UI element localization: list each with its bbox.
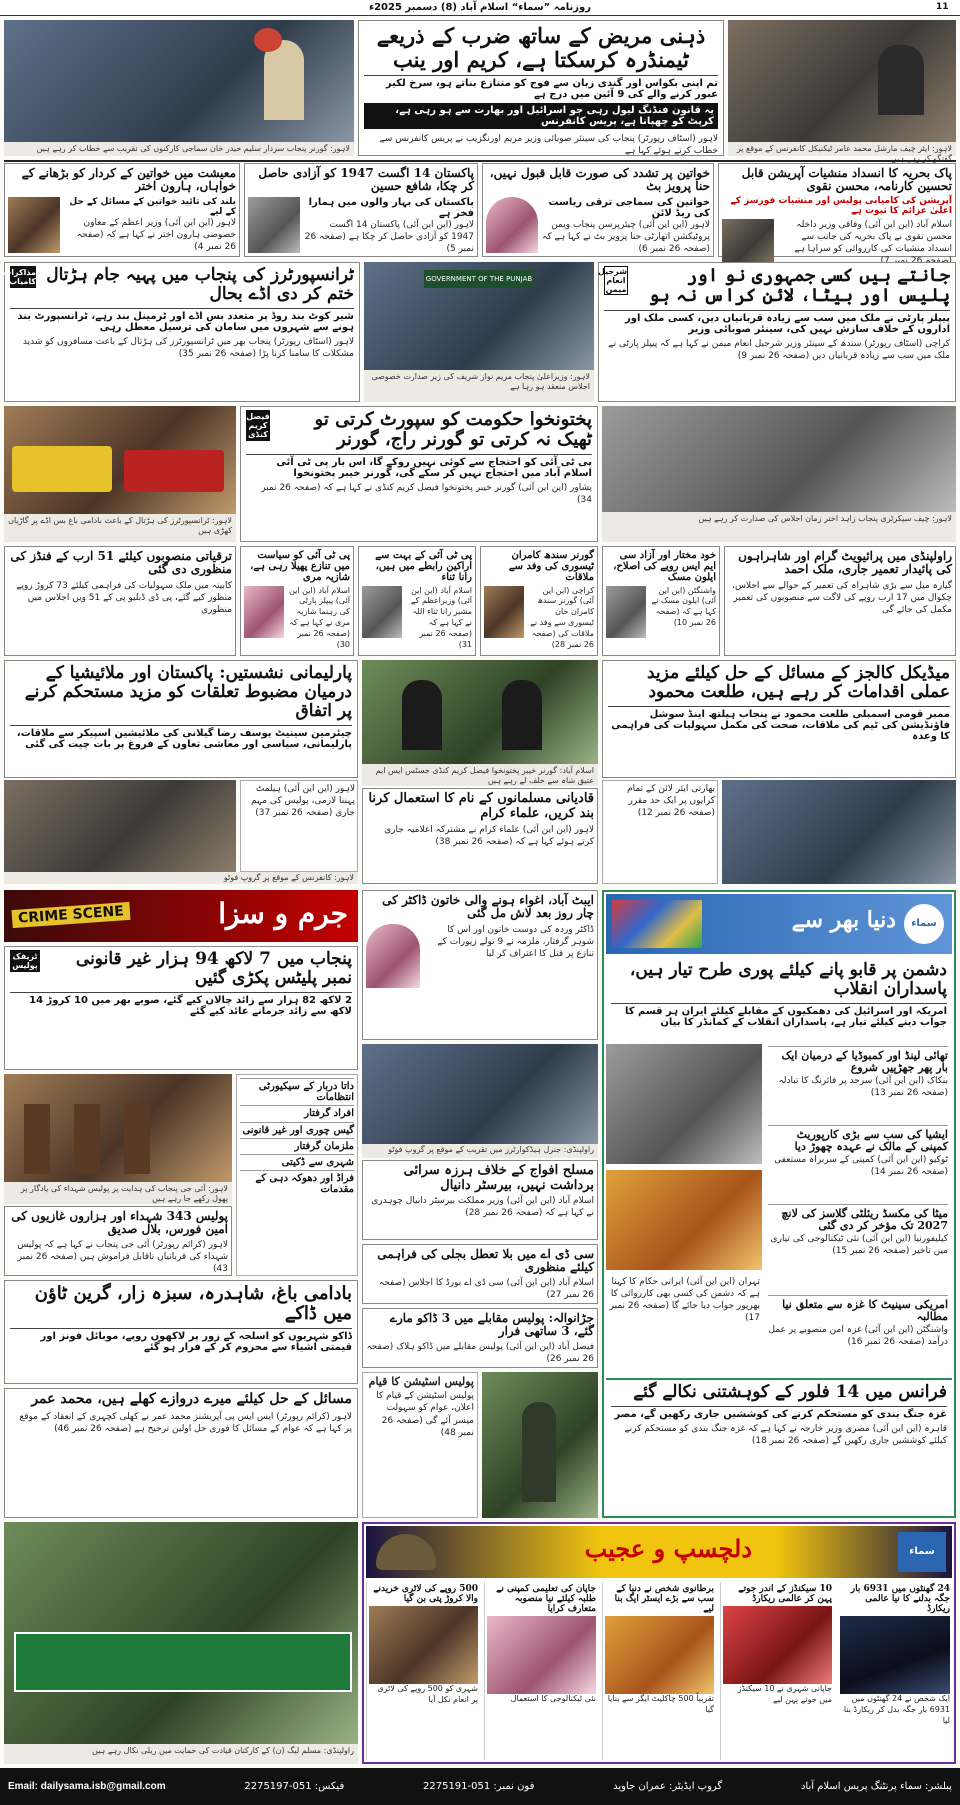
curious-logo: سماء bbox=[898, 1532, 946, 1572]
row3-right-headline: جانتے ہیں کسی جمہوری نو اور پلیس اور بیٹا، لائن کراس نہ ہو bbox=[648, 265, 950, 307]
center-bottom-photo bbox=[482, 1372, 598, 1518]
world-main-headline: دشمن پر قابو پانے کیلئے پوری طرح تیار ہیں، پاسداران انقلاب bbox=[629, 960, 947, 1000]
row3-right-tag: شرجیل انعام میمن bbox=[597, 267, 627, 294]
row5-story-5-portrait bbox=[606, 586, 646, 638]
crime-lower-body: ڈاکو شہریوں کو اسلحہ کے زور پر لاکھوں روپے، موبائل فونز اور قیمتی اشیاء سے محروم کر کے فرار ہو گئے bbox=[10, 1328, 352, 1353]
row6-right-headline: میڈیکل کالجز کے مسائل کے حل کیلئے مزید عملی اقدامات کر رہے ہیں، طلعت محمود bbox=[646, 663, 950, 703]
crime-side-item-2: افراد گرفتار bbox=[240, 1105, 354, 1121]
center-story-4: جڑانوالہ: پولیس مقابلے میں 3 ڈاکو مارے گئے، 3 ساتھی فرار فیصل آباد (این این آئی) پولیس مقابلے میں ڈاکو ہلاک (صفحہ 26 نمبر 26) bbox=[362, 1308, 598, 1368]
row2-story-1-body: اسلام آباد (این این آئی) وفاقی وزیر داخلہ محسن نقوی نے پاک بحریہ کی جانب سے انسداد منشیات کی کارروائی کو سراہا ہے bbox=[794, 219, 952, 255]
center-story-1-headline: ایبٹ آباد، اغواء ہونے والی خاتون ڈاکٹر کی چار روز بعد لاش مل گئی bbox=[382, 893, 594, 921]
row5-story-4 bbox=[480, 546, 598, 656]
crime-side-item-3: گیس چوری اور غیر قانونی bbox=[240, 1122, 354, 1138]
curious-item-5-title: 500 روپے کی لاٹری خریدنے والا کروڑ پتی بن گیا bbox=[373, 1584, 478, 1605]
row2-story-3-headline: پاکستان 14 اگست 1947 کو آزادی حاصل کر چکا، شافع حسین bbox=[258, 166, 474, 194]
curious-item-1-title: 24 گھنٹوں میں 6931 بار جگہ بدلنے کا نیا عالمی ریکارڈ bbox=[850, 1584, 950, 1615]
row2-story-1-sub: آپریشن کی کامیابی پولیس اور منشیات فورسز کے اعلیٰ عزائم کا ثبوت ہے bbox=[730, 195, 952, 216]
center-story-1-body: ڈاکٹر وردہ کی دوست خاتون اور اس کا شوہر گرفتار، ملزمہ نے 9 تولے زیورات کے تنازع پر قتل کا اعتراف کر لیا bbox=[437, 924, 594, 960]
curious-banner-title: دلچسپ و عجیب bbox=[584, 1534, 752, 1563]
row6-left-body: چیئرمین سینیٹ یوسف رضا گیلانی کی ملائیشین اسپیکر سے ملاقات، پارلیمانی، سیاسی اور معاشی تعاون کے فروغ پر بات چیت کی گئی bbox=[10, 725, 352, 750]
row3-left-caption: لاہور: ٹرانسپورٹرز کی ہڑتال کے باعث بادامی باغ بس اڈے پر گاڑیاں کھڑی ہیں bbox=[4, 514, 236, 542]
row6-left-headline: پارلیمانی نشستیں: پاکستان اور ملائیشیا کے درمیان مضبوط تعلقات کو مزید مستحکم کرنے پر اتفاق bbox=[24, 663, 352, 722]
row6-left-caption: لاہور: کانفرنس کے موقع پر گروپ فوٹو bbox=[4, 872, 358, 884]
world-main-story bbox=[606, 958, 952, 1040]
crime-photo bbox=[4, 1074, 232, 1182]
row2-story-4-sub: بلند کی تائید خواتین کے مسائل کے حل کے لیے bbox=[69, 196, 236, 217]
crime-side-item-6: فراڈ اور دھوکہ دہی کے مقدمات bbox=[240, 1170, 354, 1197]
curious-item-2-title: 10 سیکنڈز کے اندر جوتے پہن کر عالمی ریکارڈ bbox=[738, 1584, 832, 1605]
row5-story-5-headline: خود مختار اور آزاد سی ایم ایس رویے کی اصلاح، ایلون مسک bbox=[613, 550, 716, 584]
row6-right-photo bbox=[722, 780, 956, 884]
center-story-3: سی ڈی اے میں بلا تعطل بجلی کی فراہمی کیلئے منظوری اسلام آباد (این این آئی) سی ڈی اے بورڈ کا اجلاس (صفحہ 26 نمبر 27) bbox=[362, 1244, 598, 1304]
row5-story-4-body: کراچی (این این آئی) گورنر سندھ کامران خان ٹیسوری سے وفد نے ملاقات کی (صفحہ 26 نمبر 28) bbox=[530, 585, 594, 649]
curious-item-2-body: جاپانی شہری نے 10 سیکنڈز میں جوتے پہن لیے bbox=[737, 1684, 832, 1704]
row3-right-body: پیپلز پارٹی نے ملک میں سب سے زیادہ قربانیاں دیں، کسی ملک اور اداروں کے خلاف سازش نہیں کی، سینئر صوبائی وزیر bbox=[604, 310, 950, 335]
top-main-sub: تم اپنی بکواس اور گندی زبان سے فوج کو متنازع بناتے ہو، سرخ لکیر عبور کرنے والے کی 9 آئین میں درج ہے bbox=[364, 75, 718, 100]
row5-story-6-headline: راولپنڈی میں پرائیویٹ گرام اور شاہراہوں کی پائیدار تعمیر جاری، ملک احمد bbox=[738, 549, 952, 577]
row2-story-4-headline: معیشت میں خواتین کے کردار کو بڑھانے کے خواہاں، ہارون اختر bbox=[21, 166, 236, 194]
world-item-1: تھائی لینڈ اور کمبوڈیا کے درمیان ایک بار پھر جھڑپیں شروع bbox=[781, 1049, 948, 1075]
row4-center-story: پختونخوا حکومت کو سپورٹ کرتی تو ٹھیک نہ کرتی تو گورنر راج، گورنر فیصل کریم کنڈی پی ٹی آئی کو احتجاج سے کوئی نہیں روکے گا، اس بار پی ٹی آئی اسلام آباد میں احتجاج نہیں کر سکے گی، گورنر خیبر پختونخوا پشاور (این این آئی) گورنر خیبر پختونخوا فیصل کریم کنڈی نے کہا ہے کہ (صفحہ 26 نمبر 34) bbox=[240, 406, 598, 542]
row2-story-3-sub: پاکستان کی بہار والوں میں ہمارا فخر ہے bbox=[308, 196, 474, 219]
curious-item-3-body: تقریباً 500 چاکلیٹ ایگز سے بنایا گیا bbox=[607, 1694, 714, 1715]
row5-story-4-portrait bbox=[484, 586, 524, 638]
row5-story-6 bbox=[724, 546, 956, 656]
curious-item-5-body: شہری کو 500 روپے کی لاٹری پر انعام نکل آیا bbox=[377, 1684, 478, 1704]
crime-bottom-story: مسائل کے حل کیلئے میرے دروازے کھلے ہیں، محمد عمر لاہور (کرائم رپورٹر) ایس ایس پی آپریشنز محمد عمر نے کھلی کچہری کے انعقاد کے موقع پر کہا ہے کہ عوام کے مسائل کا فوری حل اولین ترجیح ہے (صفحہ 26 نمبر 46) bbox=[4, 1388, 358, 1518]
crime-bottom-headline: مسائل کے حل کیلئے میرے دروازے کھلے ہیں، محمد عمر bbox=[31, 1391, 352, 1407]
center-group-caption: راولپنڈی: جنرل ہیڈکوارٹرز میں تقریب کے موقع پر گروپ فوٹو bbox=[362, 1144, 598, 1158]
curious-item-1-photo bbox=[840, 1616, 950, 1694]
row6-left-story bbox=[4, 660, 358, 778]
crime-banner-title: جرم و سزا bbox=[218, 897, 348, 930]
center-group-photo bbox=[362, 1044, 598, 1144]
page-number: 11 bbox=[936, 2, 949, 12]
row3-left-tag: مذاکرات کامیاب bbox=[3, 268, 36, 286]
curious-item-5 bbox=[366, 1582, 480, 1760]
world-lower-story: فرانس میں 14 فلور کے کوہشتنی نکالے گئے غزہ جنگ بندی کو مستحکم کرنے کی کوششیں جاری رکھیں گے، مصر قاہرہ (این این آئی) مصری وزیر خارجہ نے کہا ہے کہ غزہ جنگ بندی کو مستحکم کرنے کیلئے کوششیں جاری رکھیں گے (صفحہ 26 نمبر 18) bbox=[606, 1378, 952, 1514]
row5-story-2-headline: پی ٹی آئی کو سیاست میں تنازع پھیلا رہی ہے، شازیہ مری bbox=[250, 550, 350, 584]
rally-caption: راولپنڈی: مسلم لیگ (ن) کے کارکنان قیادت کی حمایت میں ریلی نکال رہے ہیں bbox=[4, 1744, 358, 1764]
rally-banner bbox=[14, 1632, 352, 1692]
center-story-3-headline: سی ڈی اے میں بلا تعطل بجلی کی فراہمی کیلئے منظوری bbox=[377, 1247, 594, 1275]
footer-publisher: پبلشر: سماء پرنٹنگ پریس اسلام آباد bbox=[800, 1781, 952, 1792]
crime-scene-label: CRIME SCENE bbox=[12, 902, 131, 928]
row2-story-2-sub: خواتین کی سماجی ترقی ریاست کی ریڈ لائن bbox=[548, 196, 710, 219]
center-story-1-portrait bbox=[366, 924, 420, 988]
row3-left-story: ٹرانسپورٹرز کی پنجاب میں پہیہ جام ہڑتال ختم کر دی اڈے بحال مذاکرات کامیاب شیر کوٹ بند روڈ پر متعدد بس اڈے اور ٹرمینل بند رہے، ٹرانسپورٹ بند ہونے سے شہروں میں سامان کی ترسیل معطل رہی لاہور (اسٹاف رپورٹر) پنجاب بھر میں ٹرانسپورٹرز کی ہڑتال کے باعث مسافروں کو شدید مشکلات کا سامنا کرنا پڑا (صفحہ 26 نمبر 35) bbox=[4, 262, 360, 402]
edition-line: روزنامہ ”سماء“ اسلام آباد (8) دسمبر 2025ء bbox=[368, 2, 592, 13]
row5-story-3-body: اسلام آباد (این این آئی) وزیراعظم کے مشیر رانا ثناء اللہ نے کہا ہے کہ (صفحہ 26 نمبر 31) bbox=[410, 585, 472, 649]
row3-right-story bbox=[598, 262, 956, 402]
tortoise-icon bbox=[376, 1534, 436, 1570]
crime-banner bbox=[4, 890, 358, 942]
curious-item-3 bbox=[602, 1582, 716, 1760]
row2-story-4-portrait bbox=[8, 197, 60, 253]
crime-main-story bbox=[4, 946, 358, 1070]
crime-main-tag: ٹریفک پولیس bbox=[10, 950, 40, 972]
footer-fax: فیکس: 051-2275197 bbox=[244, 1781, 345, 1792]
curious-item-1 bbox=[838, 1582, 952, 1760]
crime-photo-caption: لاہور: آئی جی پنجاب کی ہدایت پر پولیس شہداء کی یادگار پر پھول رکھے جا رہے ہیں bbox=[4, 1182, 232, 1204]
world-item-4: امریکی سینیٹ کا غزہ سے متعلق نیا مطالبہ bbox=[782, 1298, 948, 1324]
row5-story-3-headline: پی ٹی آئی کے بہت سے اراکین رابطے میں ہیں، رانا ثناء bbox=[375, 550, 472, 584]
row6-left-side: لاہور (این این آئی) ہیلمٹ پہننا لازمی، پولیس کی مہم جاری (صفحہ 26 نمبر 37) bbox=[240, 780, 358, 872]
world-banner bbox=[606, 894, 952, 954]
curious-item-4-title: جاپان کی تعلیمی کمپنی نے طلبہ کیلئے نیا منصوبہ متعارف کرایا bbox=[496, 1584, 596, 1615]
curious-item-1-body: ایک شخص نے 24 گھنٹوں میں 6931 بار جگہ بدل کر ریکارڈ بنا لیا bbox=[843, 1694, 950, 1725]
footer bbox=[0, 1768, 960, 1805]
top-left-caption: لاہور: گورنر پنجاب سردار سلیم حیدر خان سماجی کارکنوں کی تقریب سے خطاب کر رہے ہیں bbox=[4, 142, 354, 156]
curious-item-2-photo bbox=[723, 1606, 832, 1684]
curious-item-3-photo bbox=[605, 1616, 714, 1694]
curious-item-3-title: برطانوی شخص نے دنیا کے سب سے بڑے ایسٹر ایگ بنا لیے bbox=[614, 1584, 714, 1615]
masthead bbox=[0, 0, 960, 16]
curious-banner bbox=[366, 1526, 952, 1578]
row3-left-headline: ٹرانسپورٹرز کی پنجاب میں پہیہ جام ہڑتال ختم کر دی اڈے بحال bbox=[46, 265, 354, 305]
row2-story-2 bbox=[482, 163, 714, 257]
top-right-caption: لاہور: ایئر چیف مارشل محمد عامر ٹیکنیکل کانفرنس کے موقع پر گفتگو کر رہے ہیں bbox=[728, 142, 956, 156]
flags-icon bbox=[612, 900, 702, 948]
row2-story-1-headline: پاک بحریہ کا انسداد منشیات آپریشن قابل تحسین کارنامہ، محسن نقوی bbox=[741, 166, 952, 194]
top-left-photo bbox=[4, 20, 354, 142]
row2-story-2-headline: خواتین پر تشدد کی صورت قابل قبول نہیں، حنا پرویز بٹ bbox=[489, 166, 710, 194]
row5-story-5 bbox=[602, 546, 720, 656]
footer-email: Email: dailysama.isb@gmail.com bbox=[8, 1781, 166, 1792]
sama-logo: سماء bbox=[904, 904, 944, 944]
center-story-5-headline: پولیس اسٹیشن کا قیام bbox=[368, 1375, 474, 1388]
center-story-2: مسلح افواج کے خلاف ہرزہ سرائی برداشت نہیں، بیرسٹر دانیال اسلام آباد (این این آئی) وزیر مملکت بیرسٹر دانیال چوہدری نے کہا ہے کہ (صفحہ 26 نمبر 28) bbox=[362, 1160, 598, 1240]
world-item-3: میٹا کی مکسڈ ریئلٹی گلاسز کی لانچ 2027 تک مؤخر کر دی گئی bbox=[781, 1207, 948, 1233]
crime-side-list bbox=[236, 1074, 358, 1276]
world-item-2: ایشیا کی سب سے بڑی کارپوریٹ کمپنی کے مالک نے عہدہ چھوڑ دیا bbox=[794, 1128, 948, 1154]
row5-story-4-headline: گورنر سندھ کامران ٹیسوری کی وفد سے ملاقات bbox=[508, 550, 594, 584]
row5-story-5-body: واشنگٹن (این این آئی) ایلون مسک نے کہا ہے کہ (صفحہ 26 نمبر 10) bbox=[651, 585, 716, 627]
world-main-body: امریکہ اور اسرائیل کی دھمکیوں کے مقابلے کیلئے ایران ہر قسم کا جواب دینے کیلئے تیار ہے، پاسداران انقلاب کے کمانڈر کا بیان bbox=[611, 1003, 947, 1028]
row5-story-6-body: گیارہ میل سے بڑی شاہراہ کی تعمیر کے حوالے سے اجلاس، چکوال میں 17 ارب روپے کی لاگت سے منصوبوں کی تعمیر مکمل کی جائے گی bbox=[732, 580, 952, 616]
row2-story-2-portrait bbox=[486, 197, 538, 253]
top-main-headline: ذہنی مریض کے ساتھ ضرب کے ذریعے ٹیمنڈرہ کرسکتا ہے، کریم اور ینب bbox=[376, 23, 706, 72]
world-lower-body: غزہ جنگ بندی کو مستحکم کرنے کی کوششیں جاری رکھیں گے، مصر bbox=[611, 1406, 947, 1420]
row5-story-3 bbox=[358, 546, 476, 656]
row2-story-4 bbox=[4, 163, 240, 257]
crime-side-item-4: ملزمان گرفتار bbox=[240, 1138, 354, 1154]
row5-story-2 bbox=[240, 546, 354, 656]
row3-right-body2: کراچی (اسٹاف رپورٹر) سندھ کے سینئر وزیر شرجیل انعام میمن نے کہا ہے کہ پیپلز پارٹی نے ملک میں سب سے زیادہ قربانیاں دیں (صفحہ 26 نمبر 9) bbox=[608, 339, 950, 362]
row4-center-headline: پختونخوا حکومت کو سپورٹ کرتی تو ٹھیک نہ کرتی تو گورنر راج، گورنر bbox=[314, 409, 592, 451]
row3-center-caption: لاہور: وزیراعلیٰ پنجاب مریم نواز شریف کی زیر صدارت خصوصی اجلاس منعقد ہو رہا ہے bbox=[364, 370, 594, 402]
row4-left-photo bbox=[4, 406, 236, 514]
crime-main-headline: پنجاب میں 7 لاکھ 94 ہزار غیر قانونی نمبر پلیٹس پکڑی گئیں bbox=[75, 949, 352, 989]
footer-phone: فون نمبر: 051-2275191 bbox=[423, 1781, 535, 1792]
top-main-story: ذہنی مریض کے ساتھ ضرب کے ذریعے ٹیمنڈرہ کرسکتا ہے، کریم اور ینب تم اپنی بکواس اور گندی زبان سے فوج کو متنازع بناتے ہو، سرخ لکیر عبور کرنے والے کی 9 آئین میں درج ہے یہ قانون فنڈنگ لیول رہی جو اسرائیل اور بھارت سے ہو رہی ہے، کرپٹ کو چھپانا ہے، پریس کانفرنس لاہور (اسٹاف رپورٹر) پنجاب کی سینئر صوبائی وزیر مریم اورنگزیب نے پریس کانفرنس سے خطاب کرتے ہوئے کہا ہے bbox=[358, 20, 724, 156]
row6-center-headline: قادیانی مسلمانوں کے نام کا استعمال کرنا بند کریں، علماء کرام bbox=[368, 791, 594, 821]
row5-story-1 bbox=[4, 546, 236, 656]
curious-item-4-photo bbox=[487, 1616, 596, 1694]
crime-side-item-1: داتا دربار کے سیکیورٹی انتظامات bbox=[240, 1078, 354, 1105]
row2-story-4-body: لاہور (این این آئی) وزیر اعظم کے معاون خصوصی ہارون اختر نے کہا ہے کہ (صفحہ 26 نمبر 4) bbox=[76, 217, 236, 253]
curious-item-4-body: نئی ٹیکنالوجی کا استعمال bbox=[510, 1694, 596, 1704]
row2-story-2-body: لاہور (این این آئی) چیئرپرسن پنجاب ویمن پروٹیکشن اتھارٹی حنا پرویز بٹ نے کہا ہے کہ (صفحہ 26 نمبر 6) bbox=[542, 219, 710, 255]
row3-left-body: شیر کوٹ بند روڈ پر متعدد بس اڈے اور ٹرمینل بند رہے، ٹرانسپورٹ بند ہونے سے شہروں میں سامان کی ترسیل معطل رہی bbox=[10, 308, 354, 333]
row4-center-body: پی ٹی آئی کو احتجاج سے کوئی نہیں روکے گا، اس بار پی ٹی آئی اسلام آباد میں احتجاج نہیں کر سکے گی، گورنر خیبر پختونخوا bbox=[246, 454, 592, 479]
center-story-4-headline: جڑانوالہ: پولیس مقابلے میں 3 ڈاکو مارے گئے، 3 ساتھی فرار bbox=[389, 1311, 594, 1339]
curious-item-5-photo bbox=[369, 1606, 478, 1684]
crime-lower-headline: بادامی باغ، شاہدرہ، سبزہ زار، گرین ٹاؤن میں ڈاکے bbox=[34, 1283, 352, 1325]
row4-center-tag: فیصل کریم کنڈی bbox=[246, 412, 270, 439]
crime-side-item-5: شہری سے ڈکیتی bbox=[240, 1154, 354, 1170]
footer-editor: گروپ ایڈیٹر: عمران جاوید bbox=[613, 1781, 723, 1792]
center-story-5: پولیس اسٹیشن کا قیام پولیس اسٹیشن کے قیام کا اعلان، عوام کو سہولت میسر آئے گی (صفحہ 26 نمبر 48) bbox=[362, 1372, 478, 1518]
row5-story-1-headline: ترقیاتی منصوبوں کیلئے 51 ارب کے فنڈز کی منظوری دی گئی bbox=[10, 549, 232, 577]
center-story-1 bbox=[362, 890, 598, 1040]
row6-right-side: بھارتی ایئر لائن کے تمام کرایوں پر ایک حد مقرر (صفحہ 26 نمبر 12) bbox=[602, 780, 718, 884]
row5-story-3-portrait bbox=[362, 586, 402, 638]
top-main-strap: یہ قانون فنڈنگ لیول رہی جو اسرائیل اور بھارت سے ہو رہی ہے، کرپٹ کو چھپانا ہے، پریس کانفرنس bbox=[364, 103, 718, 129]
rally-photo bbox=[4, 1522, 358, 1744]
row6-right-story bbox=[602, 660, 956, 778]
row2-story-3-portrait bbox=[248, 197, 300, 253]
crime-lower-story bbox=[4, 1280, 358, 1384]
row5-story-1-body: کابینہ میں ملک سہولیات کی فراہمی کیلئے 73 کروڑ روپے منظور کیے گئے، پی ڈی ڈبلیو پی کے 51 ویں اجلاس میں منظوری bbox=[16, 580, 232, 616]
center-story-2-headline: مسلح افواج کے خلاف ہرزہ سرائی برداشت نہیں، بیرسٹر دانیال bbox=[403, 1163, 594, 1193]
world-side-text: تہران (این این آئی) ایرانی حکام کا کہنا ہے کہ دشمن کی کسی بھی کارروائی کا بھرپور جواب دیا جائے گا (صفحہ 26 نمبر 17) bbox=[609, 1277, 760, 1324]
row2-story-3-body: لاہور (این این آئی) پاکستان 14 اگست 1947 کو آزادی حاصل کر چکا ہے (صفحہ 26 نمبر 5) bbox=[304, 219, 474, 255]
row6-left-photo bbox=[4, 780, 236, 872]
world-lower-headline: فرانس میں 14 فلور کے کوہشتنی نکالے گئے bbox=[633, 1382, 947, 1402]
world-photo-2 bbox=[606, 1170, 762, 1270]
top-right-photo bbox=[728, 20, 956, 142]
crime-mid-story: پولیس 343 شہداء اور ہزاروں غازیوں کی امین فورس، بلال صدیق لاہور (کرائم رپورٹر) آئی جی پنجاب نے کہا ہے کہ پولیس شہداء کی قربانیاں ناقابل فراموش ہیں (صفحہ 26 نمبر 43) bbox=[4, 1206, 232, 1276]
crime-main-body: 2 لاکھ 82 ہزار سے زائد چالان کیے گئے، صوبے بھر میں 10 کروڑ 14 لاکھ سے زائد جرمانے عائد کیے گئے bbox=[10, 992, 352, 1017]
curious-item-2 bbox=[720, 1582, 834, 1760]
row2-story-1 bbox=[718, 163, 956, 257]
world-list: تھائی لینڈ اور کمبوڈیا کے درمیان ایک بار پھر جھڑپیں شروع بنکاک (این این آئی) سرحد پر فائرنگ کا تبادلہ (صفحہ 26 نمبر 13) ایشیا کی سب سے بڑی کارپوریٹ کمپنی کے مالک نے عہدہ چھوڑ دیا ٹوکیو (این این آئی) کمپنی کے سربراہ مستعفی (صفحہ 26 نمبر 14) میٹا کی مکسڈ ریئلٹی گلاسز کی لانچ 2027 تک مؤخر کر دی گئی کیلیفورنیا (این این آئی) نئی ٹیکنالوجی کی تیاری میں تاخیر (صفحہ 26 نمبر 15) امریکی سینیٹ کا غزہ سے متعلق نیا مطالبہ واشنگٹن (این این آئی) غزہ امن منصوبے پر عمل درآمد (صفحہ 26 نمبر 16) bbox=[766, 1044, 950, 1374]
world-banner-title: دنیا بھر سے bbox=[791, 907, 896, 933]
world-photo-1 bbox=[606, 1044, 762, 1164]
curious-item-4 bbox=[484, 1582, 598, 1760]
row5-story-2-body: اسلام آباد (این این آئی) پیپلز پارٹی کی رہنما شازیہ مری نے کہا ہے کہ (صفحہ 26 نمبر 30) bbox=[289, 585, 350, 649]
crime-mid-headline: پولیس 343 شہداء اور ہزاروں غازیوں کی امین فورس، بلال صدیق bbox=[11, 1209, 228, 1237]
row4-right-caption: لاہور: چیف سیکرٹری پنجاب زاہد اختر زمان اجلاس کی صدارت کر رہے ہیں bbox=[602, 512, 956, 542]
row3-center-photo: GOVERNMENT OF THE PUNJAB bbox=[364, 262, 594, 370]
row6-right-body: ممبر قومی اسمبلی طلعت محمود نے پنجاب ہیلتھ اینڈ سوشل فاؤنڈیشن کی ٹیم کی ملاقات، صحت کی مکمل سہولیات کی فراہمی کا وعدہ bbox=[608, 706, 950, 742]
row4-right-photo bbox=[602, 406, 956, 512]
row6-center-photo bbox=[362, 660, 598, 764]
row6-center-caption: اسلام آباد: گورنر خیبر پختونخوا فیصل کریم کنڈی جسٹس ایس ایم عتیق شاہ سے حلف لے رہے ہیں bbox=[362, 764, 598, 786]
row6-center-story: قادیانی مسلمانوں کے نام کا استعمال کرنا بند کریں، علماء کرام لاہور (این این آئی) علماء کرام نے مشترکہ اعلامیہ جاری کرتے ہوئے کہا ہے کہ (صفحہ 26 نمبر 38) bbox=[362, 788, 598, 884]
row2-story-3 bbox=[244, 163, 478, 257]
row5-story-2-portrait bbox=[244, 586, 284, 638]
